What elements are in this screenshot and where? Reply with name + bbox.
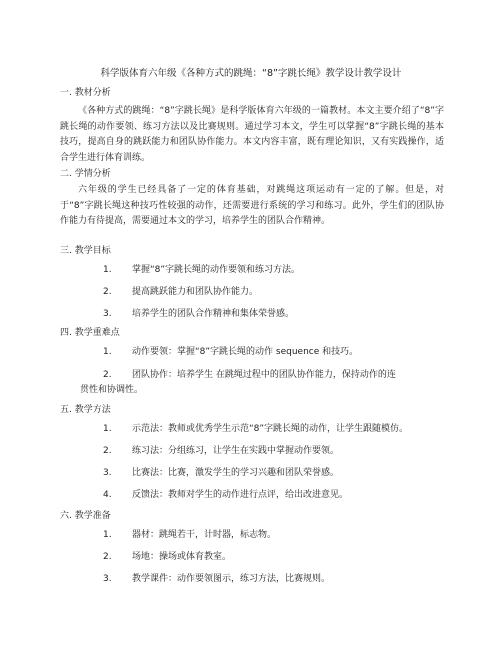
list-text: 比赛法：比赛，激发学生的学习兴趣和团队荣誉感。 <box>132 468 340 478</box>
section-paragraph-students: 六年级的学生已经具备了一定的体育基础，对跳绳这项运动有一定的了解。但是，对于“8”字跳长绳这种技巧性较强的动作，还需要进行系统的学习和练习。此外，学生们的团队协作能力有待提高，需要通过本文的学习，培养学生的团队合作精神。 <box>60 185 444 226</box>
section-heading-key-points: 四. 教学重难点 <box>60 328 120 338</box>
section-heading-preparation: 六. 教学准备 <box>60 511 111 521</box>
list-text-continuation: 贯性和协调性。 <box>80 385 144 395</box>
section-heading-analysis: 一. 教材分析 <box>60 88 111 98</box>
list-text: 掌握“8”字跳长绳的动作要领和练习方法。 <box>132 265 301 275</box>
list-number: 3. <box>103 574 112 584</box>
list-number: 1. <box>103 530 112 540</box>
list-number: 3. <box>103 309 112 319</box>
section-paragraph-analysis: 《各种方式的跳绳：“8”字跳长绳》是科学版体育六年级的一篇教材。本文主要介绍了“8”字跳长绳的动作要领、练习方法以及比赛规则。通过学习本文，学生可以掌握“8”字跳长绳的基本技巧，提高自身的跳跃能力和团队协作能力。本文内容丰富，既有理论知识，又有实践操作，适合学生进行体育训练。 <box>60 106 444 163</box>
list-number: 1. <box>103 424 112 434</box>
list-number: 2. <box>103 287 112 297</box>
section-heading-goals: 三. 教学目标 <box>60 246 111 256</box>
list-text: 反馈法：教师对学生的动作进行点评，给出改进意见。 <box>132 490 349 500</box>
list-number: 2. <box>103 370 112 380</box>
list-number: 2. <box>103 446 112 456</box>
section-heading-students: 二. 学情分析 <box>60 169 111 179</box>
list-text: 动作要领：掌握“8”字跳长绳的动作 sequence 和技巧。 <box>132 347 359 357</box>
list-text: 教学课件：动作要领图示，练习方法，比赛规则。 <box>132 574 331 584</box>
list-text: 场地：操场或体育教室。 <box>132 552 232 562</box>
section-heading-methods: 五. 教学方法 <box>60 405 111 415</box>
list-text: 提高跳跃能力和团队协作能力。 <box>132 287 259 297</box>
list-text: 器材：跳绳若干，计时器，标志物。 <box>132 530 277 540</box>
list-number: 2. <box>103 552 112 562</box>
list-text: 练习法：分组练习，让学生在实践中掌握动作要领。 <box>132 446 340 456</box>
list-text: 示范法：教师或优秀学生示范“8”字跳长绳的动作，让学生跟随模仿。 <box>132 424 409 434</box>
list-number: 3. <box>103 468 112 478</box>
document-title: 科学版体育六年级《各种方式的跳绳：“8”字跳长绳》教学设计教学设计 <box>100 68 402 79</box>
list-text: 培养学生的团队合作精神和集体荣誉感。 <box>132 309 295 319</box>
list-number: 4. <box>103 490 112 500</box>
list-number: 1. <box>103 265 112 275</box>
list-number: 1. <box>103 347 112 357</box>
list-text: 团队协作：培养学生 在跳绳过程中的团队协作能力，保持动作的连 <box>132 370 396 380</box>
